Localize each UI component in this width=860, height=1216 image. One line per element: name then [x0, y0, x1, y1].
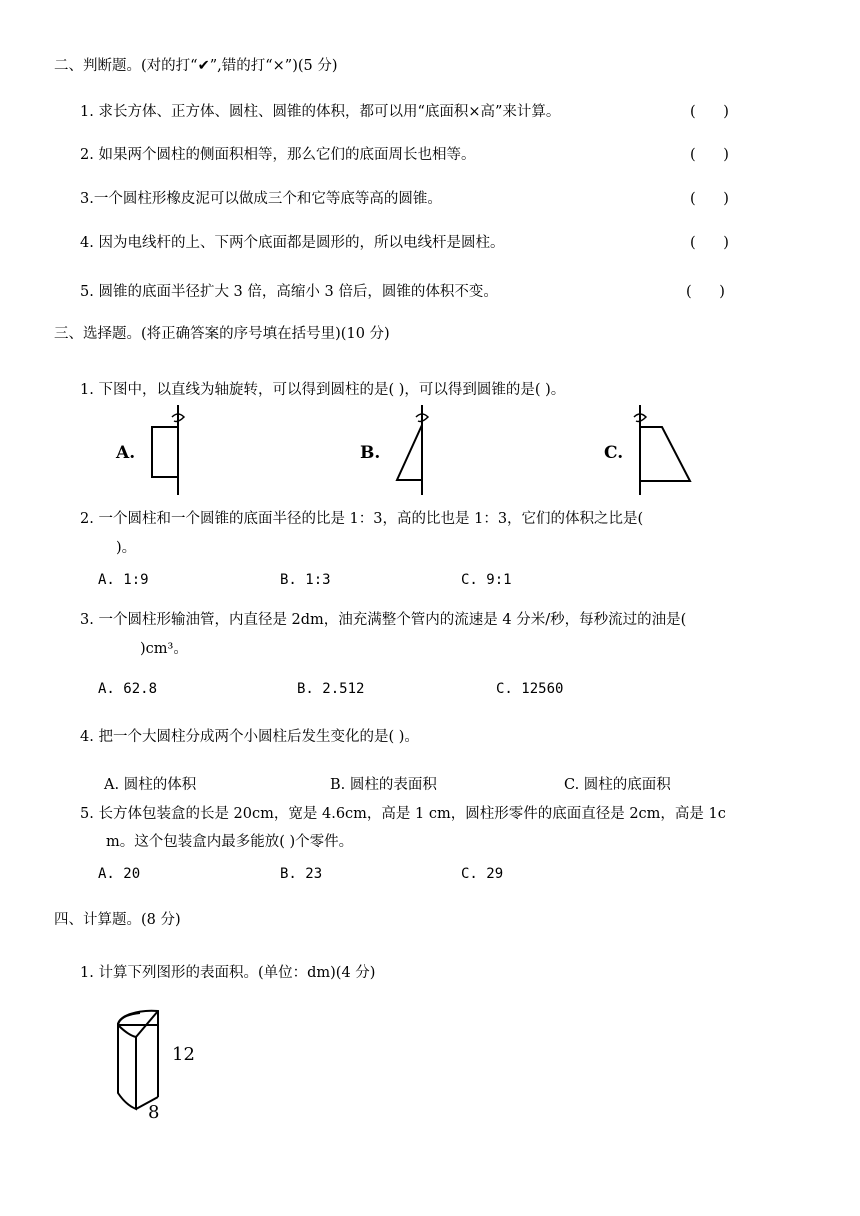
choice-q4-option-a: A. 圆柱的体积: [104, 777, 197, 793]
judge-bracket-1[interactable]: ( ): [690, 104, 729, 120]
figure-b-triangle-axis: [392, 405, 442, 495]
judge-item-3: 3.一个圆柱形橡皮泥可以做成三个和它等底等高的圆锥。: [80, 191, 442, 207]
judge-bracket-5[interactable]: ( ): [686, 284, 725, 300]
half-cylinder-figure: [100, 1005, 220, 1125]
choice-q5-option-c: C. 29: [461, 866, 504, 882]
judge-bracket-2[interactable]: ( ): [690, 147, 729, 163]
judge-item-5: 5. 圆锥的底面半径扩大 3 倍，高缩小 3 倍后，圆锥的体积不变。: [80, 284, 498, 300]
judge-item-2: 2. 如果两个圆柱的侧面积相等，那么它们的底面周长也相等。: [80, 147, 476, 163]
section3-heading: 三、选择题。(将正确答案的序号填在括号里)(10 分): [54, 326, 390, 342]
choice-q4-option-b: B. 圆柱的表面积: [330, 777, 437, 793]
choice-q5-line2: m。这个包装盒内最多能放( )个零件。: [106, 834, 354, 850]
choice-q2-line1: 2. 一个圆柱和一个圆锥的底面半径的比是 1：3，高的比也是 1：3，它们的体积之比是(: [80, 511, 644, 527]
choice-q4-text: 4. 把一个大圆柱分成两个小圆柱后发生变化的是( )。: [80, 729, 419, 745]
choice-q3-line1: 3. 一个圆柱形输油管，内直径是 2dm，油充满整个管内的流速是 4 分米/秒，每秒流过的油是(: [80, 612, 687, 628]
choice-q3-line2: )cm³。: [140, 641, 188, 657]
choice-q1-text: 1. 下图中，以直线为轴旋转，可以得到圆柱的是( )，可以得到圆锥的是( )。: [80, 382, 566, 398]
choice-q5-option-a: A. 20: [98, 866, 141, 882]
dimension-width-label: 8: [148, 1102, 160, 1123]
judge-bracket-4[interactable]: ( ): [690, 235, 729, 251]
choice-q5-option-b: B. 23: [280, 866, 323, 882]
choice-q3-option-c: C. 12560: [496, 681, 564, 697]
choice-q4-option-c: C. 圆柱的底面积: [564, 777, 671, 793]
calc-q1-text: 1. 计算下列图形的表面积。(单位：dm)(4 分): [80, 965, 376, 981]
dimension-height-label: 12: [172, 1044, 195, 1065]
choice-q3-option-a: A. 62.8: [98, 681, 158, 697]
choice-q2-option-a: A. 1:9: [98, 572, 149, 588]
figure-a-label: A.: [116, 443, 136, 463]
figure-b-label: B.: [360, 443, 381, 463]
figure-c-label: C.: [604, 443, 624, 463]
judge-item-1: 1. 求长方体、正方体、圆柱、圆锥的体积，都可以用“底面积×高”来计算。: [80, 104, 561, 120]
choice-q3-option-b: B. 2.512: [297, 681, 365, 697]
choice-q2-line2: )。: [116, 540, 137, 556]
figure-c-trapezoid-axis: [630, 405, 700, 495]
choice-q2-option-b: B. 1:3: [280, 572, 331, 588]
judge-item-4: 4. 因为电线杆的上、下两个底面都是圆形的，所以电线杆是圆柱。: [80, 235, 505, 251]
judge-bracket-3[interactable]: ( ): [690, 191, 729, 207]
section2-heading: 二、判断题。(对的打“✔”,错的打“×”)(5 分): [54, 58, 338, 74]
figure-a-rectangle-axis: [148, 405, 198, 495]
choice-q2-option-c: C. 9:1: [461, 572, 512, 588]
section4-heading: 四、计算题。(8 分): [54, 912, 181, 928]
choice-q5-line1: 5. 长方体包装盒的长是 20cm，宽是 4.6cm，高是 1 cm，圆柱形零件的底面直径是 2cm，高是 1c: [80, 806, 726, 822]
